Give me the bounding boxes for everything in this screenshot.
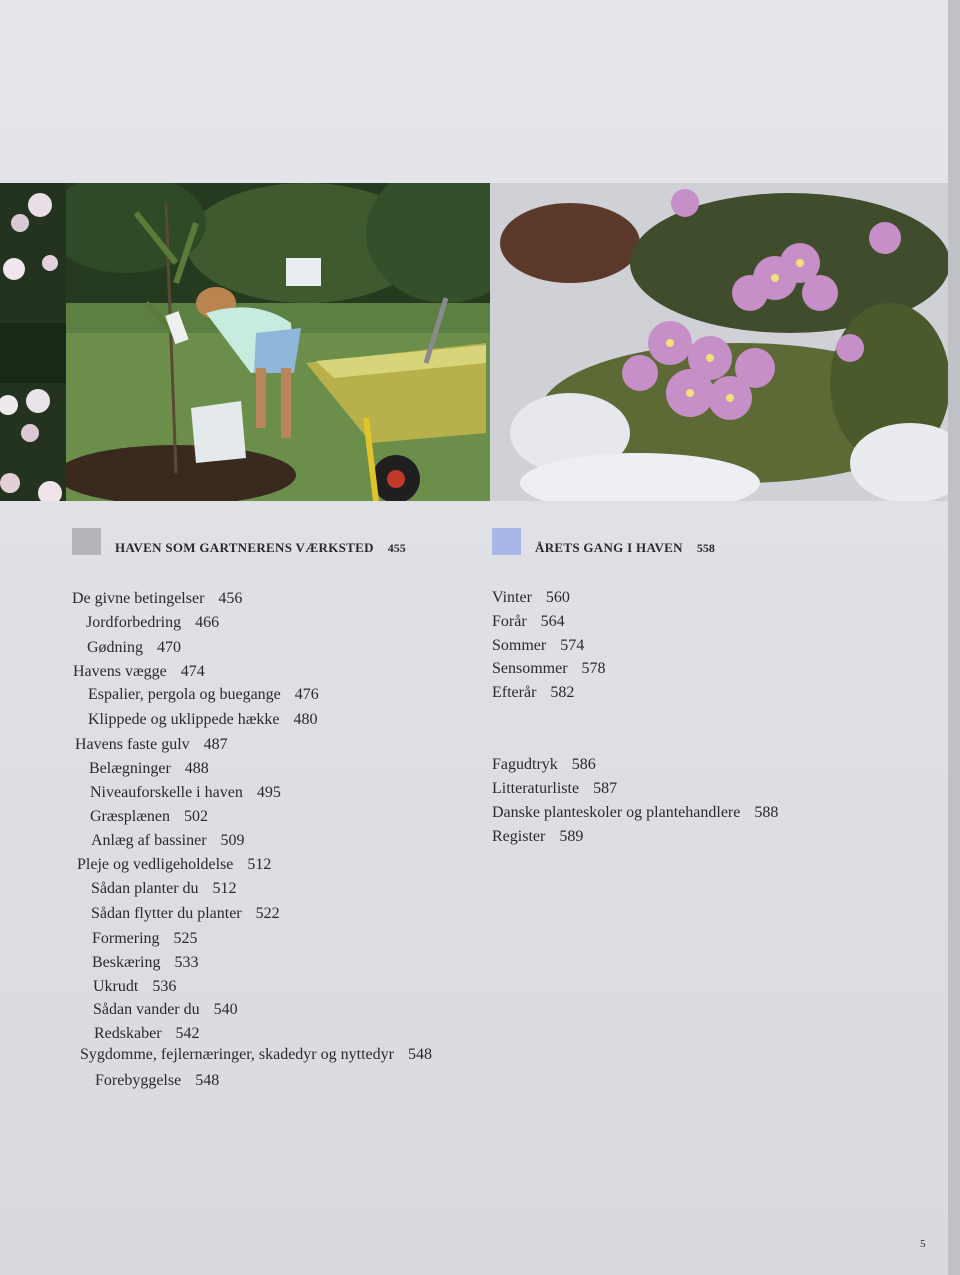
toc-entry [75,735,228,755]
toc-entry [86,613,219,633]
toc-entry-page: 495 [256,784,281,801]
toc-entry-page: 574 [560,637,585,654]
toc-entry [492,755,596,775]
primrose-snow-photo [490,183,948,501]
toc-entry-label: Sygdomme, fejlernæringer, skadedyr og nyttedyr [80,1046,394,1063]
toc-entry-page: 466 [195,614,220,631]
right-section-title: ÅRETS GANG I HAVEN [535,540,683,555]
toc-entry-label: Jordforbedring [86,614,182,631]
toc-entry-page: 487 [203,736,228,753]
toc-entry [88,710,318,730]
toc-entry-page: 488 [184,760,209,777]
toc-entry-label: Græsplænen [90,808,170,825]
toc-entry-label: Klippede og uklippede hække [88,711,280,728]
right-section-header [492,528,715,555]
toc-entry-page: 578 [581,660,606,677]
left-section-swatch [72,528,101,555]
toc-entry-label: De givne betingelser [72,590,205,607]
toc-entry-label: Sådan flytter du planter [91,905,242,922]
toc-entry-page: 560 [545,589,570,606]
toc-entry-label: Forebyggelse [95,1072,182,1089]
toc-entry [93,977,176,997]
toc-entry-page: 476 [294,686,319,703]
toc-entry-page: 589 [559,828,584,845]
toc-entry-page: 548 [195,1072,220,1089]
left-section-page: 455 [387,541,406,555]
toc-entry [94,1024,200,1044]
toc-entry-page: 540 [213,1001,238,1018]
toc-entry [95,1071,219,1091]
left-section-title: HAVEN SOM GARTNERENS VÆRKSTED [115,540,374,555]
toc-entry [90,807,208,827]
toc-entry-label: Register [492,828,546,845]
toc-entry [91,879,237,899]
toc-entry-page: 474 [180,663,205,680]
toc-entry-page: 586 [571,756,596,773]
toc-entry-label: Efterår [492,684,537,701]
toc-entry-page: 542 [175,1025,200,1042]
toc-entry-page: 512 [212,880,237,897]
toc-entry-label: Vinter [492,589,532,606]
roses-photo [0,183,66,501]
toc-entry-label: Ukrudt [93,978,139,995]
toc-entry-label: Pleje og vedligeholdelse [77,856,234,873]
toc-entry [91,904,280,924]
toc-entry-page: 564 [540,613,565,630]
toc-entry [89,759,209,779]
toc-entry [80,1045,432,1065]
right-section-swatch [492,528,521,555]
toc-entry-page: 588 [754,804,779,821]
toc-entry [77,855,271,875]
toc-entry-label: Espalier, pergola og buegange [88,686,281,703]
toc-entry [492,636,584,656]
toc-entry-label: Anlæg af bassiner [91,832,207,849]
left-section-header [72,528,406,555]
toc-entry-label: Sådan vander du [93,1001,200,1018]
toc-entry-label: Niveauforskelle i haven [90,784,243,801]
toc-entry-page: 470 [157,639,181,656]
toc-entry-label: Sommer [492,637,547,654]
toc-entry [492,803,778,823]
toc-entry [90,783,281,803]
toc-entry-label: Sådan planter du [91,880,199,897]
toc-entry [73,662,205,682]
toc-entry-label: Formering [92,930,160,947]
toc-entry-page: 522 [255,905,280,922]
toc-entry-page: 548 [407,1046,432,1063]
toc-entry-page: 536 [152,978,177,995]
toc-entry [492,659,606,679]
page-number: 5 [920,1238,926,1250]
toc-entry [92,953,198,973]
toc-entry-label: Beskæring [92,954,161,971]
toc-entry-page: 512 [247,856,272,873]
toc-entry-label: Redskaber [94,1025,162,1042]
toc-entry [492,683,574,703]
toc-entry-page: 582 [550,684,575,701]
toc-entry-label: Litteraturliste [492,780,580,797]
toc-entry [88,685,319,705]
toc-entry-label: Sensommer [492,660,568,677]
toc-entry [492,588,570,608]
toc-entry-label: Fagudtryk [492,756,558,773]
garden-planting-photo [66,183,490,501]
toc-entry-label: Havens faste gulv [75,736,190,753]
toc-entry [87,638,181,658]
toc-entry-label: Havens vægge [73,663,167,680]
toc-entry-label: Danske planteskoler og plantehandlere [492,804,741,821]
toc-entry-page: 587 [593,780,618,797]
toc-entry [92,929,198,949]
toc-entry-page: 509 [220,832,245,849]
toc-entry-label: Gødning [87,639,143,656]
toc-entry-page: 480 [293,711,318,728]
toc-entry-page: 456 [218,590,243,607]
toc-entry-page: 533 [174,954,199,971]
toc-entry [492,827,583,847]
toc-entry [93,1000,238,1020]
toc-entry [91,831,245,851]
toc-entry-label: Forår [492,613,527,630]
page-edge [948,0,960,1275]
toc-entry-page: 525 [173,930,198,947]
right-section-page: 558 [696,541,715,555]
toc-entry [492,612,565,632]
toc-entry-label: Belægninger [89,760,171,777]
toc-entry [72,589,242,609]
toc-entry-page: 502 [184,808,208,825]
toc-entry [492,779,617,799]
